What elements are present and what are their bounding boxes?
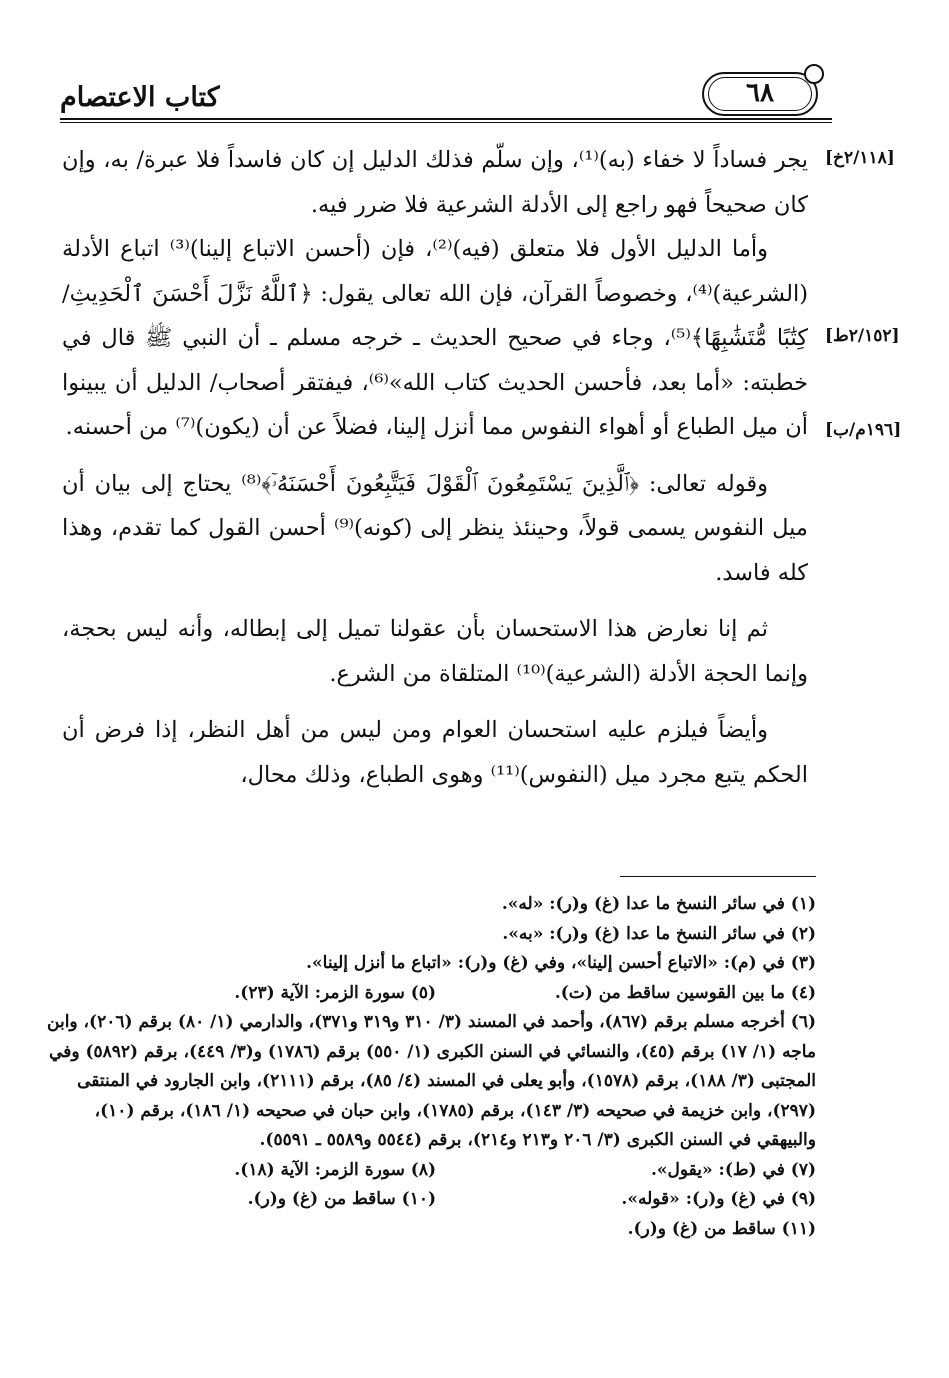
- footnotes: [30, 890, 816, 1244]
- header-rule: [60, 118, 832, 120]
- footnote-2: (٢) في سائر النسخ ما عدا (غ) و(ر): «به».: [502, 923, 816, 944]
- book-title: كتاب الاعتصام: [60, 82, 220, 113]
- page-number: ٦٨: [746, 78, 774, 108]
- header-rule-thin: [60, 122, 832, 123]
- footnote-6: (٦) أخرجه مسلم برقم (٨٦٧)، وأحمد في المسند (٣/ ٣١٠ و٣١٩ و٣٧١)، والدارمي (١/ ٨٠) برقم (٢٠٦)، وابن ماجه (١/ ١٧) برقم (٤٥)، والنسائي في السنن الكبرى (١/ ٥٥٠) برقم (١٧٨٦) و(٣/ ٤٤٩)، برقم (٥٨٩٢) وفي المجتبى (٣/ ١٨٨)، برقم (١٥٧٨)، وأبو يعلى في المسند (٤/ ٨٥)، برقم (٢١١١)، وابن الجارود في المنتقى (٢٩٧)، وابن خزيمة في صحيحه (٣/ ١٤٣)، برقم (١٧٨٥)، وابن حبان في صحيحه (١/ ١٨٦)، برقم (١٠)، والبيهقي في السنن الكبرى (٣/ ٢٠٦ و٢١٣ و٢١٤)، برقم (٥٥٤٤ و٥٥٨٩ ـ ٥٥٩١).: [47, 1012, 816, 1150]
- footnote-row-7-8: [30, 1156, 816, 1186]
- paragraph-2: وأما الدليل الأول فلا متعلق (فيه)⁽²⁾، فإن (أحسن الاتباع إلينا)⁽³⁾ اتباع الأدلة (الشرعية)⁽⁴⁾، وخصوصاً القرآن، فإن الله تعالى يقول: ﴿ٱللَّهُ نَزَّلَ أَحْسَنَ ٱلْحَدِيثِ/ كِتَٰبًا مُّتَشَٰبِهًا﴾⁽⁵⁾، وجاء في صحيح الحديث ـ خرجه مسلم ـ أن النبي ﷺ قال في خطبته: «أما بعد، فأحسن الحديث كتاب الله»⁽⁶⁾، فيفتقر أصحاب/ الدليل أن يبينوا أن ميل الطباع أو أهواء النفوس مما أنزل إلينا، فضلاً عن أن (يكون)⁽⁷⁾ من أحسنه.: [62, 236, 808, 440]
- footnote-11: (١١) ساقط من (غ) و(ر).: [627, 1218, 816, 1239]
- footnote-5: (٥) سورة الزمر: الآية (٢٣).: [234, 982, 436, 1003]
- footnote-1: (١) في سائر النسخ ما عدا (غ) و(ر): «له».: [501, 894, 816, 914]
- footnote-4: (٤) ما بين القوسين ساقط من (ت).: [554, 982, 816, 1003]
- footnote-row-4-5: [30, 979, 816, 1009]
- footnote-10: (١٠) ساقط من (غ) و(ر).: [247, 1189, 436, 1209]
- footnote-row-9-10: [30, 1185, 816, 1215]
- footnote-9: (٩) في (غ) و(ر): «قوله».: [621, 1189, 816, 1209]
- page-number-frame: [702, 72, 818, 116]
- paragraph-5: وأيضاً فيلزم عليه استحسان العوام ومن ليس من أهل النظر، إذا فرض أن الحكم يتبع مجرد ميل (النفوس)⁽¹¹⁾ وهوى الطباع، وذلك محال،: [62, 717, 808, 788]
- footnote-8: (٨) سورة الزمر: الآية (١٨).: [234, 1159, 436, 1180]
- footnote-separator: [620, 876, 816, 877]
- margin-note-1: [٢/١١٨خ]: [825, 148, 895, 168]
- paragraph-3: وقوله تعالى: ﴿ٱلَّذِينَ يَسْتَمِعُونَ ٱلْقَوْلَ فَيَتَّبِعُونَ أَحْسَنَهُۥٓ﴾⁽⁸⁾ يحتاج إلى بيان أن ميل النفوس يسمى قولاً، وحينئذ ينظر إلى (كونه)⁽⁹⁾ أحسن القول كما تقدم، وهذا كله فاسد.: [62, 470, 808, 586]
- margin-note-2: [٢/١٥٢ط]: [825, 326, 900, 346]
- margin-note-3: [١٩٦م/ب]: [825, 420, 902, 440]
- page-header: [60, 68, 832, 122]
- main-text: [62, 138, 808, 797]
- footnote-3: (٣) في (م): «الاتباع أحسن إلينا»، وفي (غ) و(ر): «اتباع ما أنزل إلينا».: [306, 953, 816, 973]
- paragraph-4: ثم إنا نعارض هذا الاستحسان بأن عقولنا تميل إلى إبطاله، وأنه ليس بحجة، وإنما الحجة الأدلة (الشرعية)⁽¹⁰⁾ المتلقاة من الشرع.: [62, 616, 808, 687]
- paragraph-1: يجر فساداً لا خفاء (به)⁽¹⁾، وإن سلّم فذلك الدليل إن كان فاسداً فلا عبرة/ به، وإن كان صحيحاً فهو راجع إلى الأدلة الشرعية فلا ضرر فيه.: [62, 147, 808, 218]
- footnote-7: (٧) في (ط): «يقول».: [651, 1159, 816, 1180]
